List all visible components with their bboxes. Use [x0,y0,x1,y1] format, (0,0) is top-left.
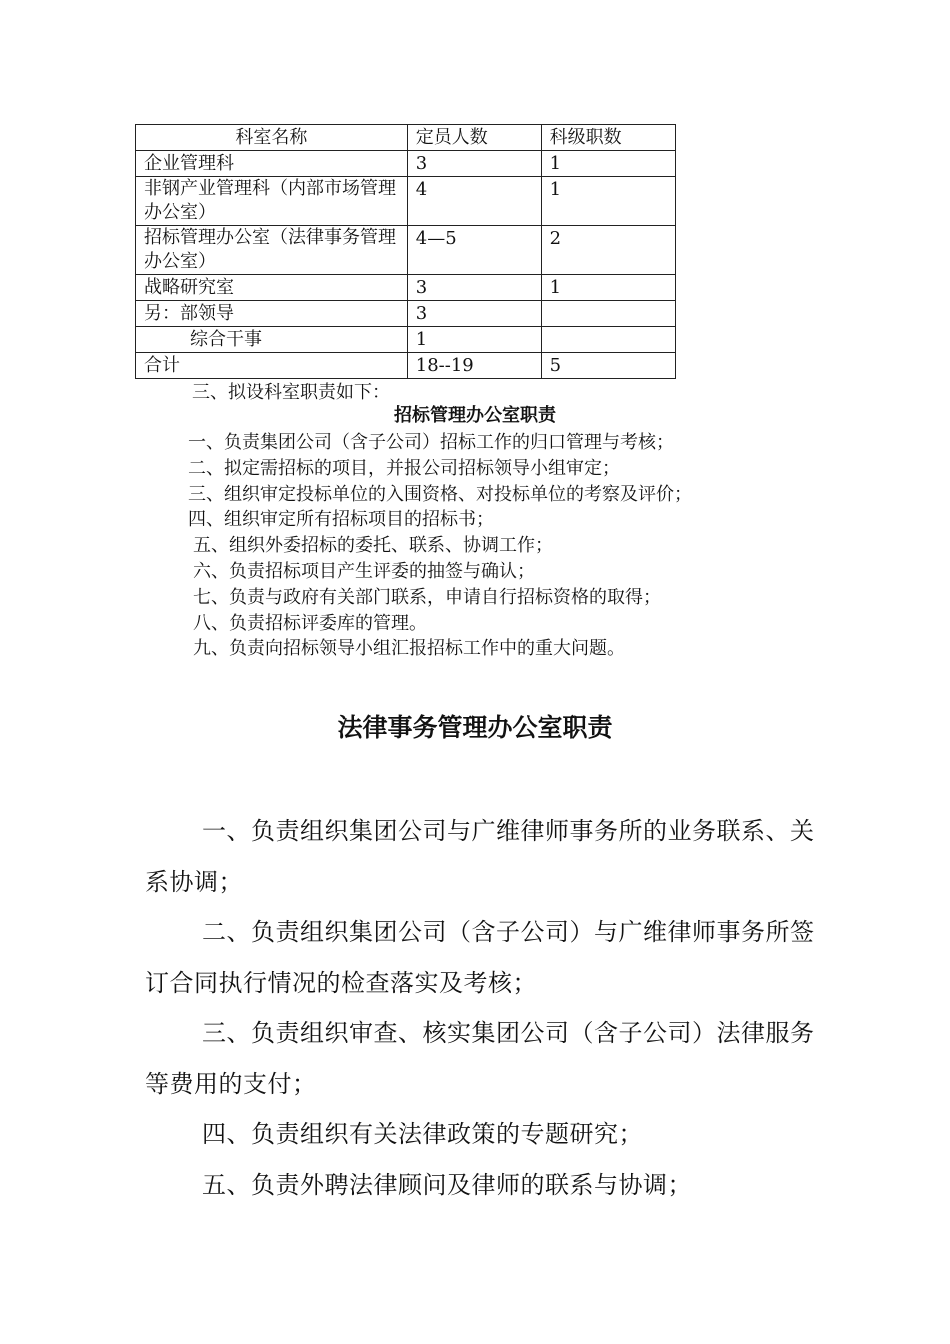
cell-staff-count: 3 [407,151,541,177]
cell-section-level [541,301,675,327]
cell-department: 另：部领导 [136,301,408,327]
list-item: 四、负责组织有关法律政策的专题研究； [202,1120,643,1148]
cell-staff-count: 3 [407,301,541,327]
table-row [136,327,676,353]
header-department: 科室名称 [136,125,408,151]
bidding-office-title: 招标管理办公室职责 [394,405,556,426]
list-item: 五、组织外委招标的委托、联系、协调工作； [193,535,553,557]
cell-department: 战略研究室 [136,275,408,301]
list-item: 三、组织审定投标单位的入围资格、对投标单位的考察及评价； [188,483,692,505]
table-total-row [136,353,676,379]
cell-section-level: 1 [541,177,675,226]
cell-staff-count: 3 [407,275,541,301]
section-intro: 三、拟设科室职责如下： [192,382,390,403]
list-item: 二、负责组织集团公司（含子公司）与广维律师事务所签订合同执行情况的检查落实及考核； [145,918,815,997]
list-item: 九、负责向招标领导小组汇报招标工作中的重大问题。 [193,638,625,660]
table-header-row [136,125,676,151]
cell-staff-count: 4—5 [407,226,541,275]
cell-staff-count: 4 [407,177,541,226]
list-item: 四、组织审定所有招标项目的招标书； [188,509,494,531]
cell-department: 企业管理科 [136,151,408,177]
cell-department: 招标管理办公室（法律事务管理办公室） [136,226,408,275]
list-item: 八、负责招标评委库的管理。 [193,612,427,634]
list-item: 二、拟定需招标的项目，并报公司招标领导小组审定； [188,457,620,479]
cell-section-level: 1 [541,151,675,177]
table-row [136,151,676,177]
cell-staff-count: 18--19 [407,353,541,379]
table-row [136,177,676,226]
table-row [136,275,676,301]
table-row [136,301,676,327]
list-item: 三、负责组织审查、核实集团公司（含子公司）法律服务等费用的支付； [145,1019,815,1098]
list-item: 一、负责集团公司（含子公司）招标工作的归口管理与考核； [188,432,674,453]
legal-office-title: 法律事务管理办公室职责 [337,713,613,742]
list-item: 六、负责招标项目产生评委的抽签与确认； [193,560,535,582]
cell-staff-count: 1 [407,327,541,353]
bidding-office-duties [188,430,692,662]
cell-department: 非钢产业管理科（内部市场管理办公室） [136,177,408,226]
list-item: 五、负责外聘法律顾问及律师的联系与协调； [202,1170,692,1199]
header-section-level: 科级职数 [541,125,675,151]
list-item: 一、负责组织集团公司与广维律师事务所的业务联系、关系协调； [145,817,815,896]
list-item: 七、负责与政府有关部门联系，申请自行招标资格的取得； [193,586,661,608]
cell-section-level: 1 [541,275,675,301]
header-staff-count: 定员人数 [407,125,541,151]
cell-section-level: 5 [541,353,675,379]
cell-department: 综合干事 [136,327,408,353]
staffing-table [135,124,676,379]
cell-department: 合计 [136,353,408,379]
cell-section-level [541,327,675,353]
legal-office-duties [145,806,815,1210]
table-row [136,226,676,275]
cell-section-level: 2 [541,226,675,275]
